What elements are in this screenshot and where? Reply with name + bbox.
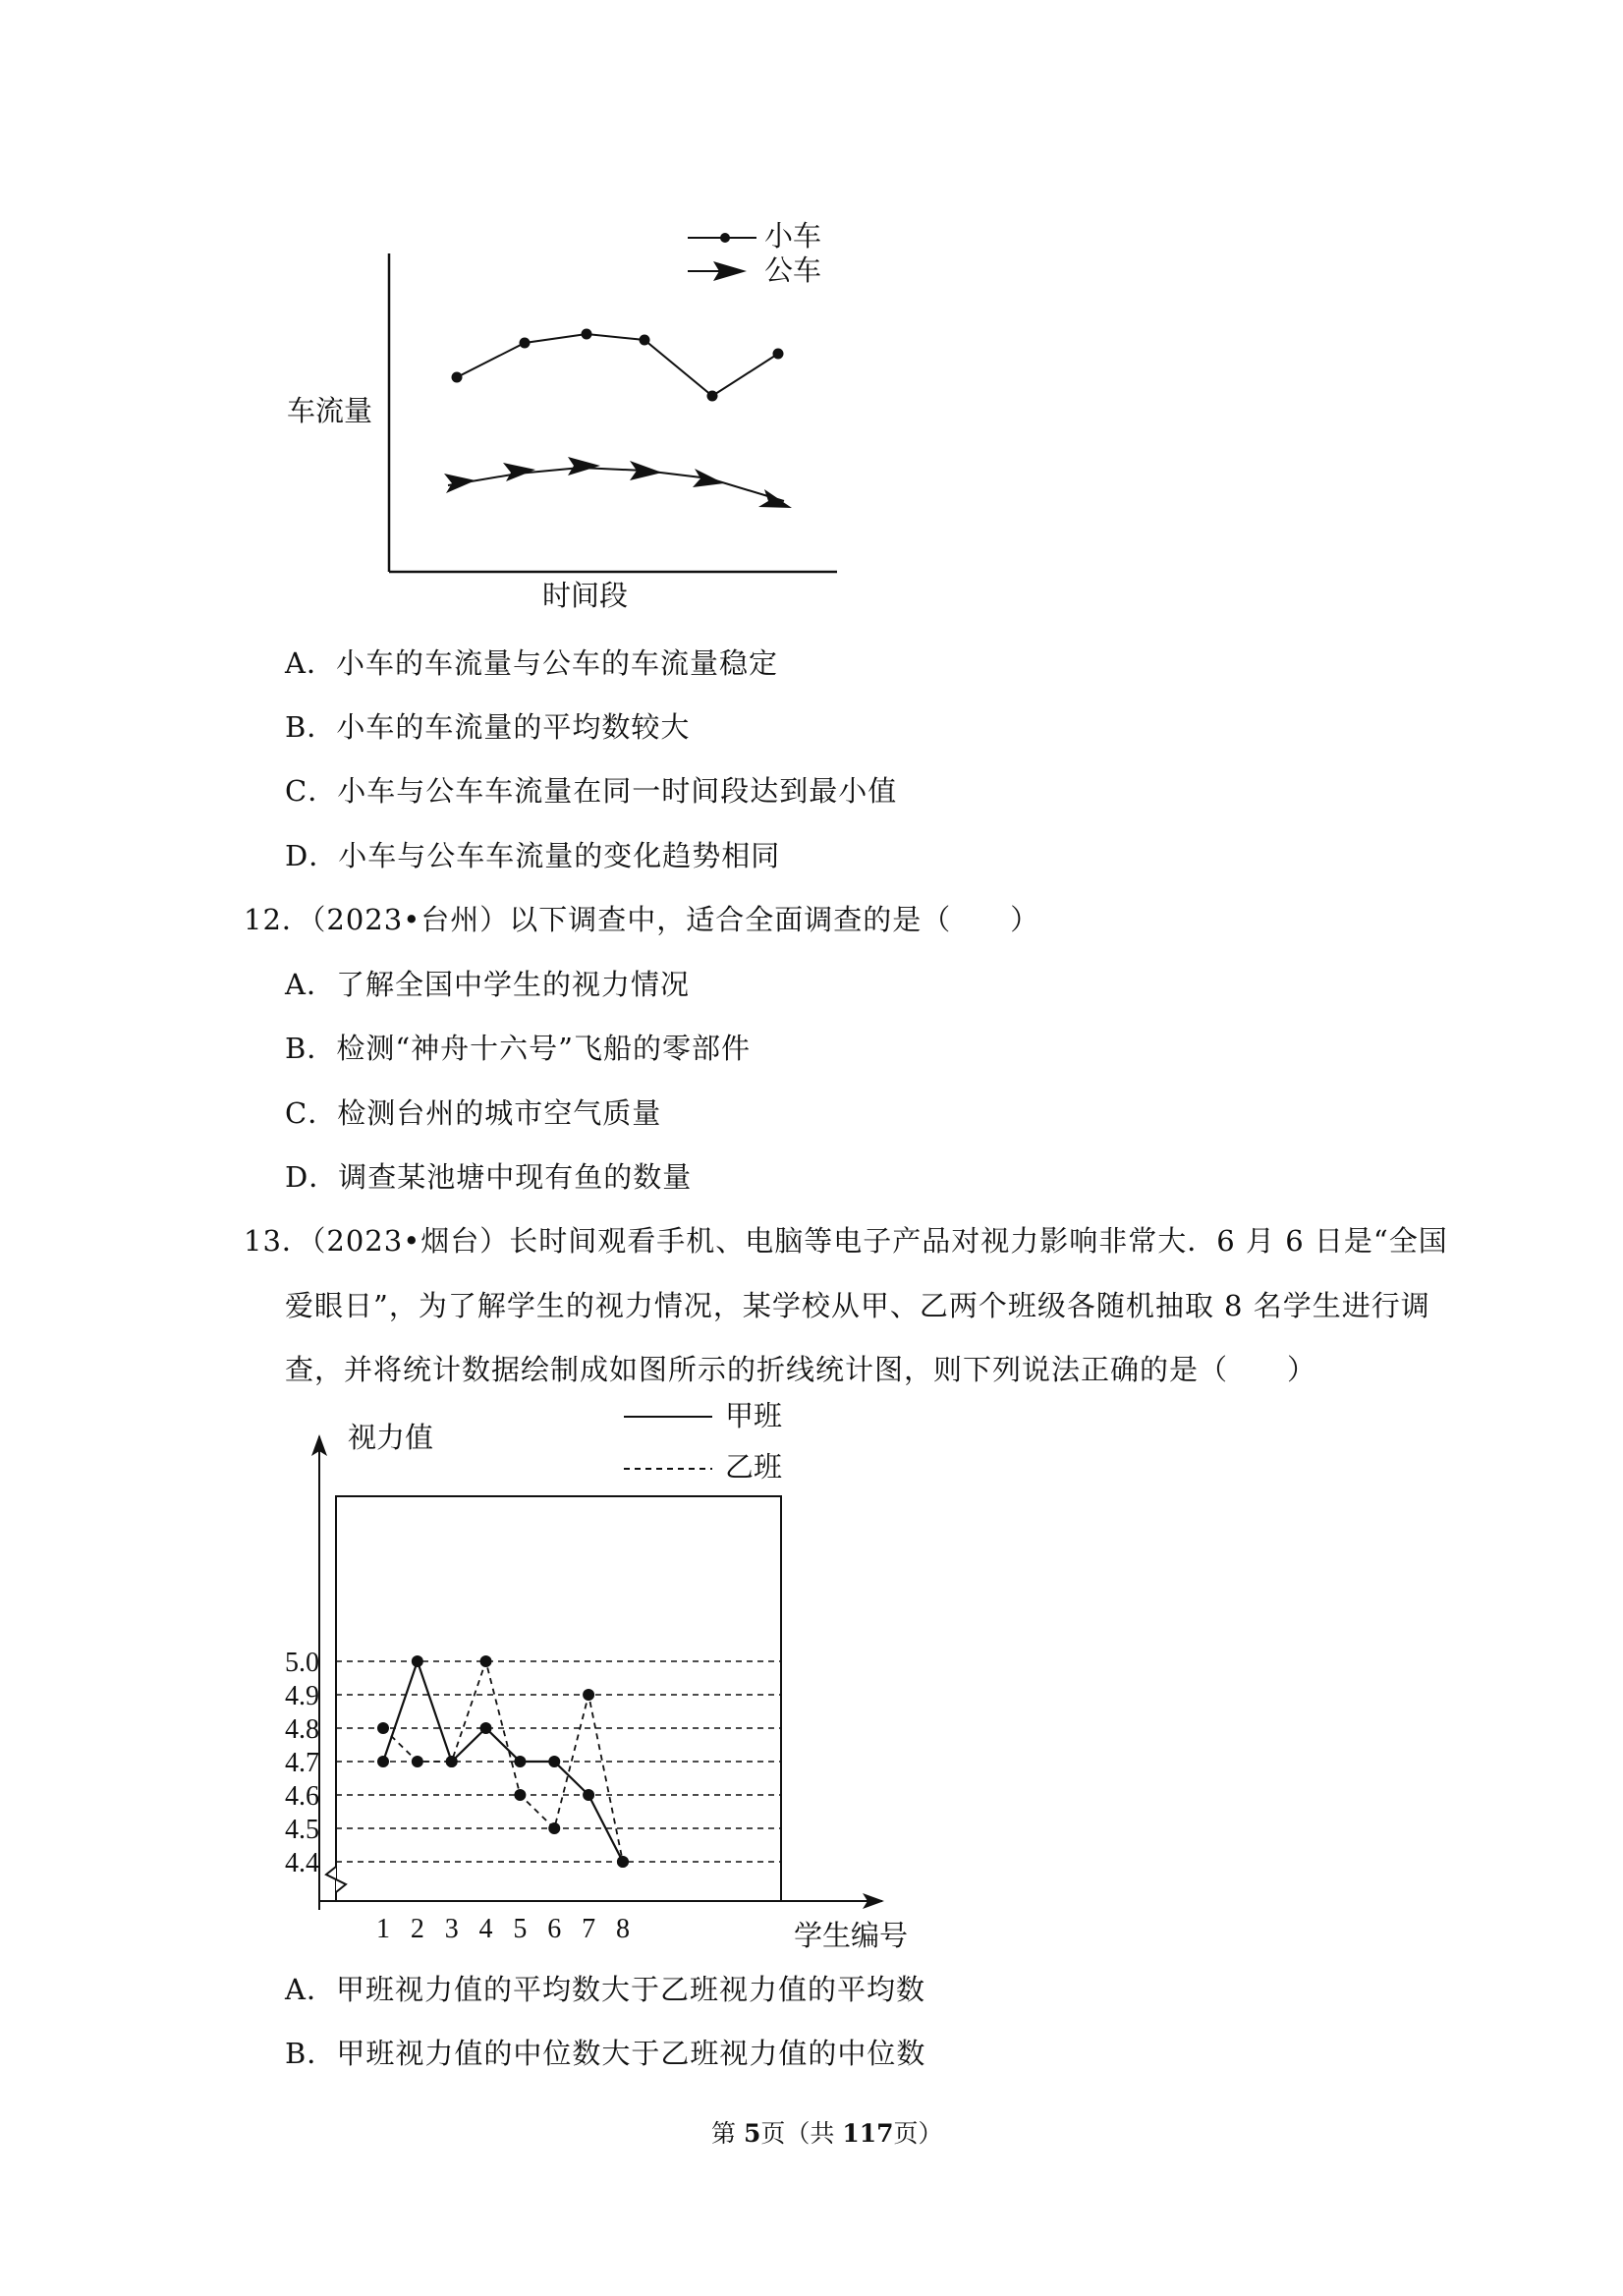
x-tick-label: 3 xyxy=(444,1914,459,1944)
y-tick-label: 4.6 xyxy=(285,1781,319,1812)
data-point-jia xyxy=(480,1722,492,1734)
y-tick-label: 4.7 xyxy=(285,1748,319,1778)
option-text: 检测“神舟十六号”飞船的零部件 xyxy=(336,1032,751,1065)
car-point-5 xyxy=(707,391,718,402)
q13-option-a[interactable] xyxy=(285,1968,925,2008)
data-point-yi xyxy=(412,1756,423,1767)
x-tick-label: 7 xyxy=(582,1914,596,1944)
q12-option-a[interactable] xyxy=(285,963,690,1003)
option-letter: D． xyxy=(285,1160,339,1194)
legend-label-jia: 甲班 xyxy=(725,1399,783,1432)
data-point-jia xyxy=(412,1655,423,1667)
option-text: 小车的车流量的平均数较大 xyxy=(336,710,691,744)
legend-label-yi: 乙班 xyxy=(725,1450,783,1484)
option-letter: B． xyxy=(285,2037,337,2070)
vision-chart xyxy=(0,1375,1623,1965)
q12-option-d[interactable] xyxy=(285,1155,692,1196)
legend-label-car: 小车 xyxy=(764,219,822,252)
option-letter: A． xyxy=(285,646,336,680)
q13-stem-line-1: 13．（2023•烟台）长时间观看手机、电脑等电子产品对视力影响非常大．6 月 6 日是“全国 xyxy=(244,1224,1448,1258)
x-tick-label: 5 xyxy=(513,1914,528,1944)
page-total: 117 xyxy=(842,2119,894,2148)
plot-frame xyxy=(336,1496,781,1901)
q11-option-a[interactable] xyxy=(285,642,778,682)
q13-stem-line-3: 查，并将统计数据绘制成如图所示的折线统计图，则下列说法正确的是（ ） xyxy=(285,1353,1317,1386)
option-text: 检测台州的城市空气质量 xyxy=(337,1096,662,1130)
q13-option-b[interactable] xyxy=(285,2032,925,2072)
x-tick-label: 8 xyxy=(615,1914,630,1944)
traffic-chart xyxy=(0,0,1623,629)
footer-prefix: 第 xyxy=(711,2119,744,2148)
data-point-yi xyxy=(617,1856,629,1868)
y-tick-label: 5.0 xyxy=(285,1648,319,1678)
y-tick-label: 4.5 xyxy=(285,1815,319,1845)
page-number: 5 xyxy=(743,2119,761,2148)
option-letter: C． xyxy=(285,1096,338,1130)
data-point-yi xyxy=(583,1689,594,1701)
y-tick-label: 4.4 xyxy=(285,1848,319,1878)
series-bus-line xyxy=(448,468,784,501)
page-footer xyxy=(711,2114,943,2150)
data-point-yi xyxy=(377,1722,389,1734)
data-point-jia xyxy=(514,1756,526,1767)
y-axis-label: 车流量 xyxy=(287,394,373,427)
option-text: 甲班视力值的平均数大于乙班视力值的平均数 xyxy=(335,1973,925,2006)
x-tick-label: 6 xyxy=(547,1914,562,1944)
data-point-yi xyxy=(548,1822,560,1834)
legend-dot-car xyxy=(720,233,730,243)
y-tick-label: 4.9 xyxy=(285,1681,319,1711)
q11-option-c[interactable] xyxy=(285,769,897,810)
option-text: 小车与公车车流量的变化趋势相同 xyxy=(338,839,781,872)
footer-middle: 页（共 xyxy=(760,2119,843,2148)
option-text: 小车的车流量与公车的车流量稳定 xyxy=(335,646,778,680)
footer-suffix: 页） xyxy=(893,2119,943,2148)
bus-arrow-1 xyxy=(444,474,476,493)
x-tick-label: 4 xyxy=(478,1914,493,1944)
car-point-3 xyxy=(582,329,592,340)
option-letter: B． xyxy=(285,1032,337,1065)
car-point-4 xyxy=(640,335,650,346)
y-axis-label: 视力值 xyxy=(348,1421,434,1454)
car-point-2 xyxy=(520,338,531,349)
option-text: 甲班视力值的中位数大于乙班视力值的中位数 xyxy=(336,2037,926,2070)
car-point-1 xyxy=(452,372,463,383)
option-letter: D． xyxy=(285,839,339,872)
option-letter: C． xyxy=(285,774,338,808)
data-point-yi xyxy=(480,1655,492,1667)
series-bus xyxy=(444,457,792,508)
q11-option-b[interactable] xyxy=(285,705,690,746)
legend xyxy=(688,219,821,287)
car-point-6 xyxy=(773,349,784,360)
option-letter: B． xyxy=(285,710,337,744)
q12-option-b[interactable] xyxy=(285,1027,751,1067)
data-point-jia xyxy=(583,1789,594,1801)
option-letter: A． xyxy=(285,968,336,1001)
option-text: 了解全国中学生的视力情况 xyxy=(335,968,690,1001)
data-point-yi xyxy=(514,1789,526,1801)
legend-label-bus: 公车 xyxy=(764,253,822,287)
series-car-line xyxy=(457,334,778,396)
axis-break xyxy=(326,1867,346,1892)
q11-option-d[interactable] xyxy=(285,834,780,874)
legend xyxy=(624,1399,782,1484)
y-tick-label: 4.8 xyxy=(285,1714,319,1745)
data-point-jia xyxy=(548,1756,560,1767)
series-car xyxy=(452,329,784,402)
x-tick-label: 1 xyxy=(376,1914,390,1944)
q13-stem-line-2: 爱眼日”，为了解学生的视力情况，某学校从甲、乙两个班级各随机抽取 8 名学生进行调 xyxy=(285,1289,1430,1322)
x-axis-label: 学生编号 xyxy=(794,1919,909,1952)
bus-arrow-6 xyxy=(758,489,792,508)
q12-stem: 12．（2023•台州）以下调查中，适合全面调查的是（ ） xyxy=(244,903,1040,936)
x-tick-label: 2 xyxy=(410,1914,424,1944)
option-text: 小车与公车车流量在同一时间段达到最小值 xyxy=(337,774,898,808)
data-point-jia xyxy=(377,1756,389,1767)
q12-option-c[interactable] xyxy=(285,1092,661,1132)
option-letter: A． xyxy=(285,1973,336,2006)
x-axis-label: 时间段 xyxy=(542,579,629,612)
data-point-yi xyxy=(446,1756,458,1767)
option-text: 调查某池塘中现有鱼的数量 xyxy=(338,1160,693,1194)
bus-arrow-3 xyxy=(568,457,600,476)
